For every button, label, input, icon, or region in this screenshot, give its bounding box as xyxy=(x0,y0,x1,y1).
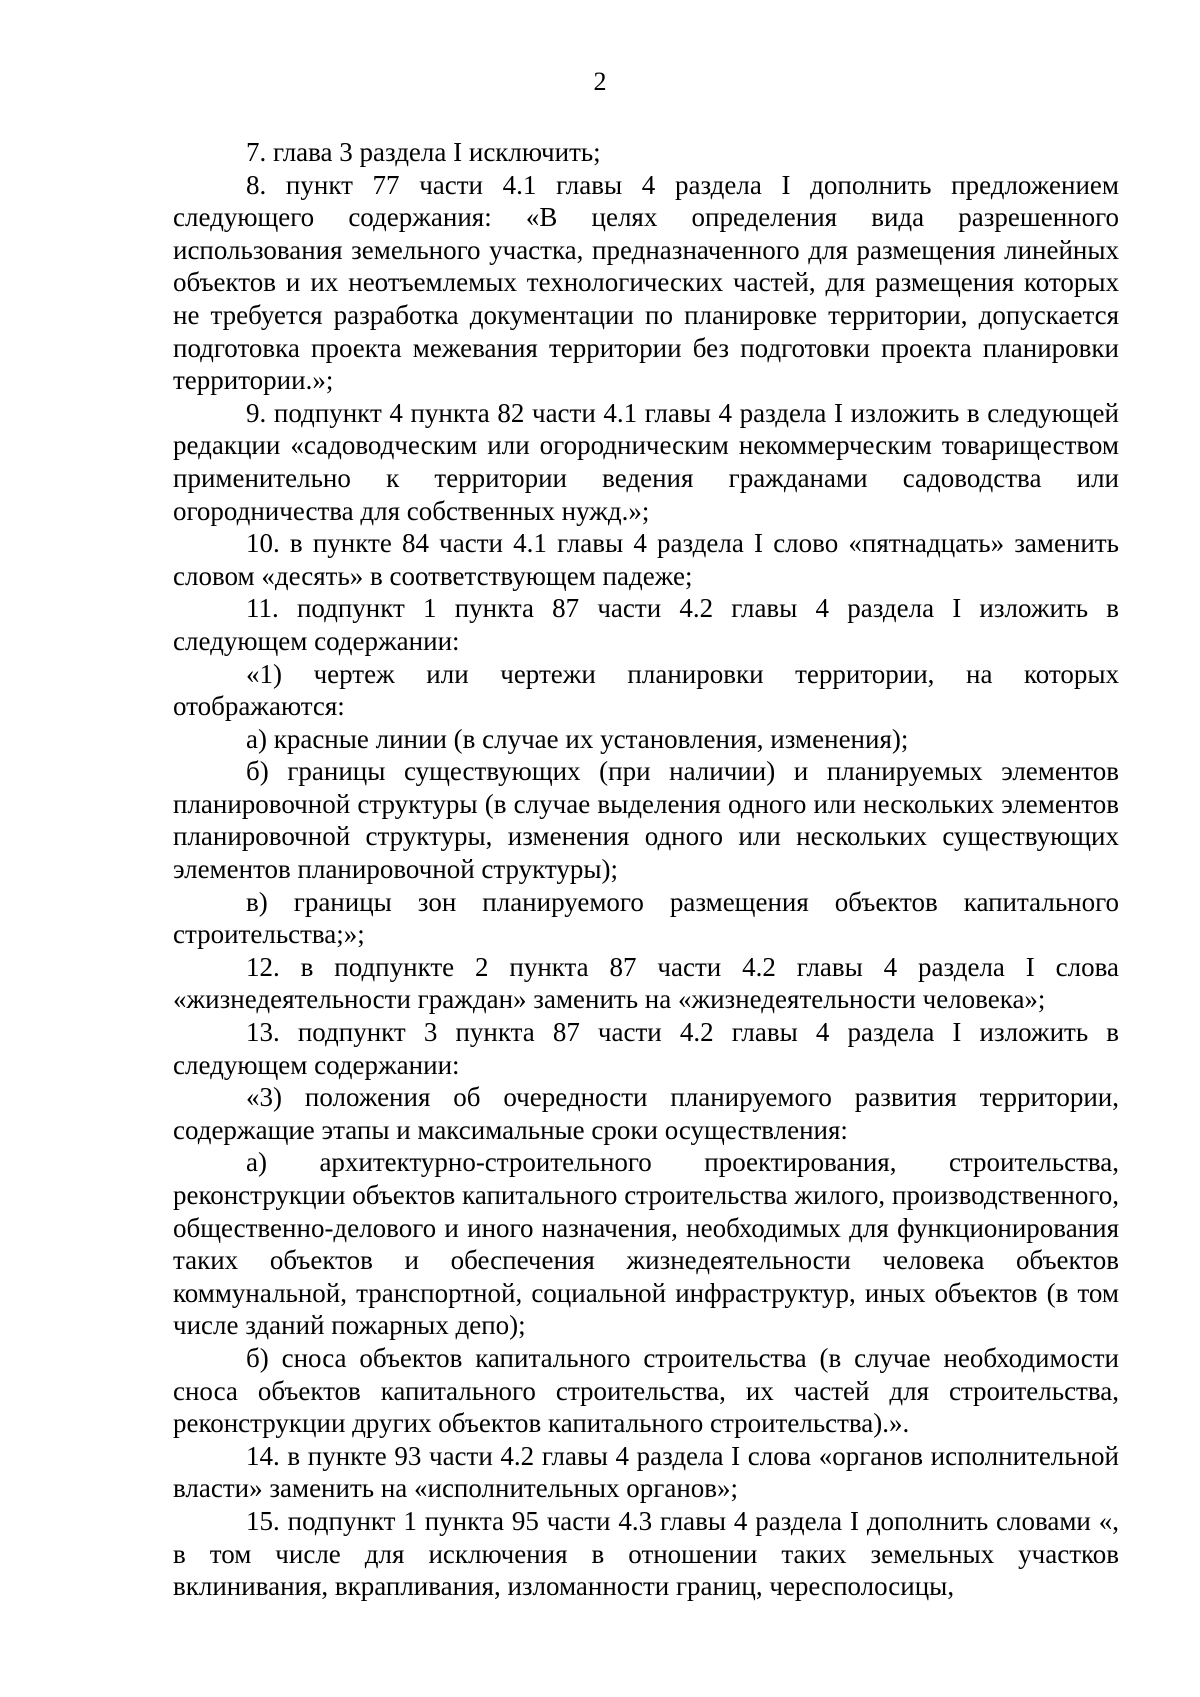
subparagraph-1a: а) красные линии (в случае их установления, изменения); xyxy=(246,723,909,754)
paragraph-item-14: 14. в пункте 93 части 4.2 главы 4 раздела I слова «органов исполнительной власти» заменить на «исполнительных органов»; xyxy=(173,1440,1119,1504)
subparagraph-3: «3) положения об очередности планируемого развития территории, содержащие этапы и максимальные сроки осуществления: xyxy=(173,1082,1119,1145)
subparagraph-1b: б) границы существующих (при наличии) и планируемых элементов планировочной структуры (в случае выделения одного или нескольких элементов планировочной структуры, изменения одного или нескольких существующих элементов планировочной структуры); xyxy=(173,756,1119,885)
paragraph-item-8: 8. пункт 77 части 4.1 главы 4 раздела I дополнить предложением следующего содержания: «В целях определения вида разрешенного использования земельного участка, предназначенного для размещения линейных объектов и их неотъемлемых технологических частей, для размещения которых не требуется разработка документации по планировке территории, допускается подготовка проекта межевания территории без подготовки проекта планировки территории.»; xyxy=(173,169,1119,396)
page-number: 2 xyxy=(593,67,607,96)
paragraph-item-11: 11. подпункт 1 пункта 87 части 4.2 главы 4 раздела I изложить в следующем содержании: xyxy=(173,593,1119,656)
document-body xyxy=(173,136,1119,1603)
paragraph-item-13: 13. подпункт 3 пункта 87 части 4.2 главы 4 раздела I изложить в следующем содержании: xyxy=(173,1017,1119,1080)
paragraph-item-7: 7. глава 3 раздела I исключить; xyxy=(246,137,601,167)
paragraph-item-15: 15. подпункт 1 пункта 95 части 4.3 главы 4 раздела I дополнить словами «, в том числе для исключения в отношении таких земельных участков вклинивания, вкрапливания, изломанности границ, чересполосицы, xyxy=(173,1505,1119,1602)
subparagraph-3b: б) сноса объектов капитального строительства (в случае необходимости сноса объектов капитального строительства, их частей для строительства, реконструкции других объектов капитального строительства).». xyxy=(173,1342,1119,1439)
subparagraph-1: «1) чертеж или чертежи планировки территории, на которых отображаются: xyxy=(173,658,1119,722)
subparagraph-1v: в) границы зон планируемого размещения объектов капитального строительства;»; xyxy=(173,886,1119,950)
paragraph-item-10: 10. в пункте 84 части 4.1 главы 4 раздела I слово «пятнадцать» заменить словом «десять» в соответствующем падеже; xyxy=(173,528,1119,591)
subparagraph-3a: а) архитектурно-строительного проектирования, строительства, реконструкции объектов капитального строительства жилого, производственного, общественно-делового и иного назначения, необходимых для функционирования таких объектов и обеспечения жизнедеятельности человека объектов коммунальной, транспортной, социальной инфраструктур, иных объектов (в том числе зданий пожарных депо); xyxy=(173,1147,1119,1341)
paragraph-item-12: 12. в подпункте 2 пункта 87 части 4.2 главы 4 раздела I слова «жизнедеятельности граждан» заменить на «жизнедеятельности человека»; xyxy=(173,951,1119,1015)
paragraph-item-9: 9. подпункт 4 пункта 82 части 4.1 главы 4 раздела I изложить в следующей редакции «садоводческим или огородническим некоммерческим товариществом применительно к территории ведения гражданами садоводства или огородничества для собственных нужд.»; xyxy=(173,397,1119,526)
